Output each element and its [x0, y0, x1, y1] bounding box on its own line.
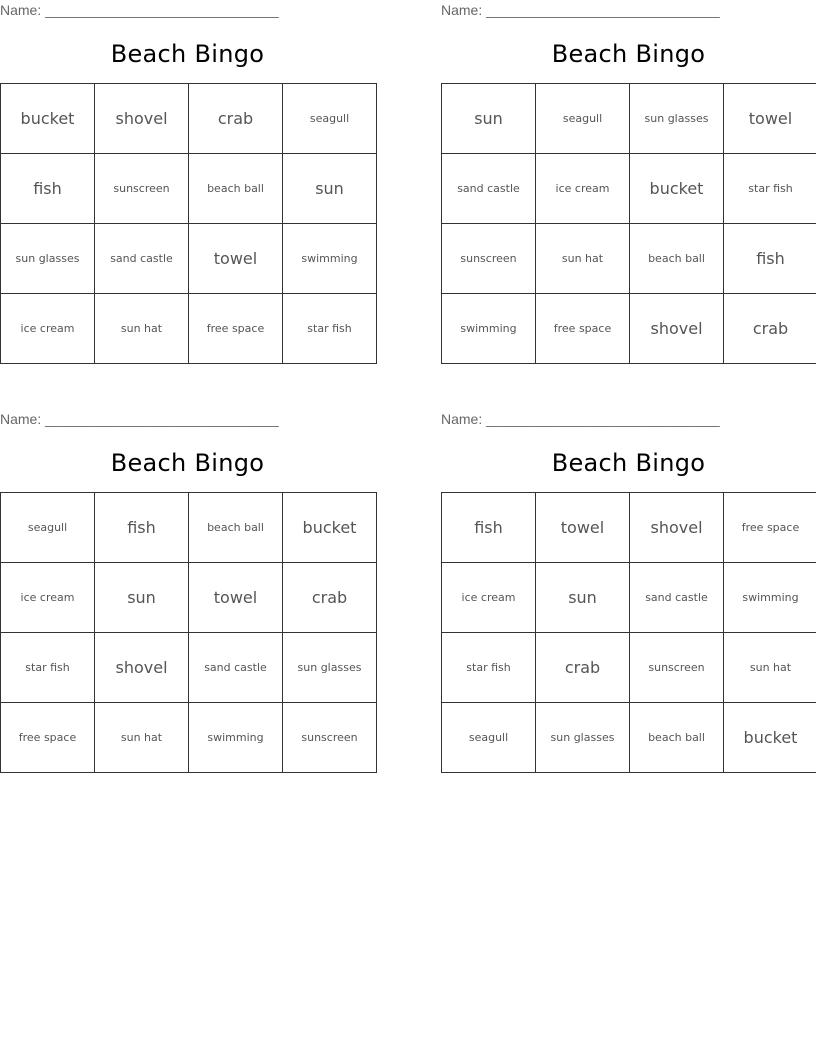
grid-row [1, 84, 377, 154]
grid-row [442, 294, 816, 364]
bingo-cell: sand castle [442, 154, 536, 224]
name-field-label: Name: ______________________________ [441, 411, 720, 427]
bingo-card [441, 409, 816, 774]
bingo-cell: bucket [630, 154, 724, 224]
bingo-cell: sun hat [95, 703, 189, 773]
bingo-cell: fish [1, 154, 95, 224]
bingo-cell: shovel [95, 633, 189, 703]
bingo-cell: sun glasses [536, 703, 630, 773]
grid-row [442, 84, 816, 154]
grid-row [442, 154, 816, 224]
bingo-cell: sun glasses [630, 84, 724, 154]
bingo-cell: ice cream [442, 563, 536, 633]
bingo-cell: sun [536, 563, 630, 633]
bingo-cell: beach ball [630, 224, 724, 294]
bingo-cell: towel [536, 493, 630, 563]
bingo-grid [0, 83, 377, 364]
bingo-cell: sun hat [724, 633, 816, 703]
bingo-cell: bucket [283, 493, 377, 563]
bingo-cell: sunscreen [630, 633, 724, 703]
grid-row [1, 154, 377, 224]
bingo-cell: sun glasses [283, 633, 377, 703]
bingo-cell: ice cream [1, 563, 95, 633]
bingo-grid [0, 492, 377, 773]
bingo-cell: swimming [189, 703, 283, 773]
bingo-cell: seagull [283, 84, 377, 154]
bingo-cell: star fish [442, 633, 536, 703]
bingo-cell: bucket [1, 84, 95, 154]
bingo-cell: star fish [283, 294, 377, 364]
bingo-cell: star fish [1, 633, 95, 703]
card-title: Beach Bingo [110, 40, 265, 68]
bingo-cell: sun [442, 84, 536, 154]
bingo-cell: towel [189, 224, 283, 294]
bingo-cell: free space [536, 294, 630, 364]
card-title: Beach Bingo [110, 449, 265, 477]
name-field-label: Name: ______________________________ [0, 2, 279, 18]
bingo-grid [441, 83, 816, 364]
bingo-cell: swimming [283, 224, 377, 294]
grid-row [1, 294, 377, 364]
bingo-cell: sun glasses [1, 224, 95, 294]
bingo-cell: sun [95, 563, 189, 633]
bingo-card [0, 409, 375, 774]
grid-row [442, 703, 816, 773]
grid-row [1, 563, 377, 633]
name-field-label: Name: ______________________________ [0, 411, 279, 427]
bingo-card [441, 0, 816, 365]
bingo-cell: ice cream [536, 154, 630, 224]
bingo-cell: crab [724, 294, 816, 364]
card-title: Beach Bingo [551, 449, 706, 477]
bingo-cell: sun [283, 154, 377, 224]
bingo-cell: swimming [724, 563, 816, 633]
grid-row [1, 493, 377, 563]
grid-row [442, 563, 816, 633]
bingo-cell: beach ball [630, 703, 724, 773]
bingo-cell: sun hat [95, 294, 189, 364]
bingo-cell: seagull [1, 493, 95, 563]
bingo-cell: sand castle [630, 563, 724, 633]
bingo-cell: sunscreen [283, 703, 377, 773]
bingo-cell: star fish [724, 154, 816, 224]
bingo-cell: shovel [630, 493, 724, 563]
bingo-grid [441, 492, 816, 773]
bingo-cell: fish [442, 493, 536, 563]
bingo-cell: shovel [630, 294, 724, 364]
bingo-cell: sun hat [536, 224, 630, 294]
bingo-cell: free space [724, 493, 816, 563]
bingo-cell: ice cream [1, 294, 95, 364]
bingo-cell: crab [189, 84, 283, 154]
grid-row [1, 703, 377, 773]
bingo-cell: crab [283, 563, 377, 633]
bingo-cell: fish [724, 224, 816, 294]
bingo-cell: beach ball [189, 493, 283, 563]
bingo-cell: fish [95, 493, 189, 563]
bingo-cell: crab [536, 633, 630, 703]
grid-row [442, 493, 816, 563]
bingo-cell: sand castle [95, 224, 189, 294]
bingo-cell: sand castle [189, 633, 283, 703]
bingo-cell: towel [724, 84, 816, 154]
card-title: Beach Bingo [551, 40, 706, 68]
bingo-card [0, 0, 375, 365]
bingo-cell: free space [189, 294, 283, 364]
grid-row [1, 224, 377, 294]
bingo-cell: seagull [536, 84, 630, 154]
bingo-cell: towel [189, 563, 283, 633]
bingo-cell: swimming [442, 294, 536, 364]
bingo-cell: sunscreen [442, 224, 536, 294]
grid-row [1, 633, 377, 703]
bingo-cell: free space [1, 703, 95, 773]
bingo-cell: shovel [95, 84, 189, 154]
bingo-cell: sunscreen [95, 154, 189, 224]
grid-row [442, 633, 816, 703]
bingo-cell: bucket [724, 703, 816, 773]
grid-row [442, 224, 816, 294]
name-field-label: Name: ______________________________ [441, 2, 720, 18]
bingo-cell: seagull [442, 703, 536, 773]
bingo-cell: beach ball [189, 154, 283, 224]
